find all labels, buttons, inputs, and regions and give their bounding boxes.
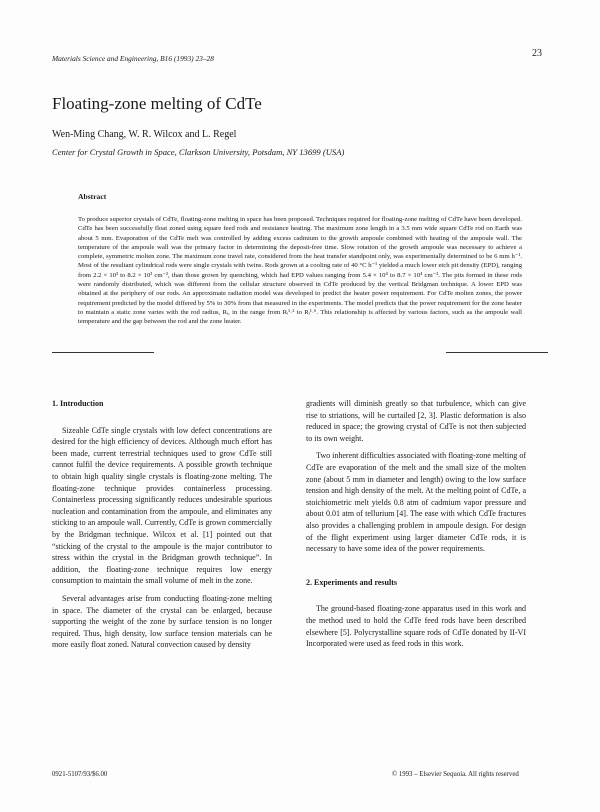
journal-citation: Materials Science and Engineering, B16 (1993) 23–28: [52, 54, 214, 63]
intro-paragraph-3: Two inherent difficulties associated with floating-zone melting of CdTe are evaporation of the melt and the small size of the molten zone (about 5 mm in diameter and length) owing to the low surface tension and high density of the melt. At the melting point of CdTe, a stoichiometric melt yields 0.8 atm of cadmium vapor pressure and about 0.01 atm of tellurium [4]. The ease with which CdTe fractures also provides a challenging problem in ampoule design. For design of the flight experiment using larger diameter CdTe rods, it is necessary to have some idea of the power requirements.: [306, 451, 526, 554]
abstract-section: [78, 192, 522, 327]
running-header: [52, 48, 542, 63]
section-heading-introduction: 1. Introduction: [52, 399, 104, 408]
author-list: Wen-Ming Chang, W. R. Wilcox and L. Regel: [52, 129, 237, 140]
issn-footer: 0921-5107/93/$6.00: [52, 771, 108, 778]
section-heading-experiments: 2. Experiments and results: [306, 577, 397, 587]
intro-paragraph-1: Sizeable CdTe single crystals with low defect concentrations are desired for the high efficiency of devices. Although much effort has been made, current terrestrial techniques used to grow CdTe still cannot fulfil the device requirements. A possible growth technique to obtain high quality single crystals is floating-zone melting. The floating-zone technique provides containerless processing. Containerless processing significantly reduces undesirable spurious nucleation and contamination from the ampoule, and eliminates any sticking to an ampoule wall. Currently, CdTe is grown commercially by the Bridgman technique. Wilcox et al. [1] pointed out that “sticking of the crystal to the ampoule is the major contributor to stress within the crystal in the Bridgman growth technique”. In addition, the floating-zone technique requires low energy consumption to maintain the small volume of melt in the zone.: [52, 425, 272, 586]
divider-right: [446, 352, 548, 353]
right-column: [306, 398, 526, 656]
copyright-footer: © 1993 – Elsevier Sequoia. All rights reserved: [392, 771, 519, 778]
page-number: 23: [532, 48, 542, 59]
experiments-paragraph-1: The ground-based floating-zone apparatus used in this work and the method used to hold the CdTe feed rods have been described elsewhere [5]. Polycrystalline square rods of CdTe donated by II-VI Incorporated were used as feed rods in this work.: [306, 604, 526, 649]
divider-left: [52, 352, 154, 353]
intro-paragraph-2: Several advantages arise from conducting floating-zone melting in space. The diameter of the crystal can be enlarged, because supporting the weight of the zone by surface tension is no longer required. Thus, high density, low surface tension materials can be more easily float zoned. Natural convection caused by density: [52, 593, 272, 650]
abstract-text: To produce superior crystals of CdTe, floating-zone melting in space has been proposed. Techniques required for floating-zone melting of CdTe have been developed. CdTe has been successfully float zoned using square feed rods and resistance heating. The maximum zone length in a 3.5 mm wide square CdTe rod on Earth was about 5 mm. Evaporation of the CdTe melt was controlled by adding excess cadmium to the growth ampoule combined with heating of the ampoule wall. The temperature of the ampoule wall was the primary factor in determining the deposit-free time. Slow rotation of the growth ampoule was necessary to achieve a complete, symmetric molten zone. The maximum zone travel rate, considered from the heat transfer standpoint only, was experimentally determined to be 6 mm h⁻¹. Most of the resultant cylindrical rods were single crystals with twins. Rods grown at a cooling rate of 40 °C h⁻¹ yielded a much lower etch pit density (EPD), ranging from 2.2 × 10³ to 8.2 × 10³ cm⁻², than those grown by quenching, which had EPD values ranging from 5.4 × 10⁴ to 8.7 × 10⁴ cm⁻². The pits formed in these rods were randomly distributed, which was different from the cellular structure observed in CdTe produced by the vertical Bridgman technique. A lower EPD was obtained at the periphery of our rods. An approximate radiation model was developed to predict the heater power requirement. For CdTe molten zones, the power requirement predicted by the model differed by 5% to 30% from that measured in the experiments. The model predicts that the power requirement for the zone heater to maintain a static zone varies with the rod radius, Rᵢ, in the range from Rᵢ¹·² to Rᵢ¹·⁶. This relationship is affected by various factors, such as the ampoule wall temperature and the gap between the rod and the zone heater.: [78, 216, 522, 326]
affiliation: Center for Crystal Growth in Space, Clarkson University, Potsdam, NY 13699 (USA): [52, 147, 345, 157]
intro-paragraph-continued: gradients will diminish greatly so that turbulence, which can give rise to striations, will be curtailed [2, 3]. Plastic deformation is also reduced in space; the growing crystal of CdTe is not then subjected to its own weight.: [306, 399, 526, 443]
abstract-heading: Abstract: [78, 192, 107, 201]
left-column: [52, 398, 272, 657]
article-title: Floating-zone melting of CdTe: [52, 94, 262, 113]
